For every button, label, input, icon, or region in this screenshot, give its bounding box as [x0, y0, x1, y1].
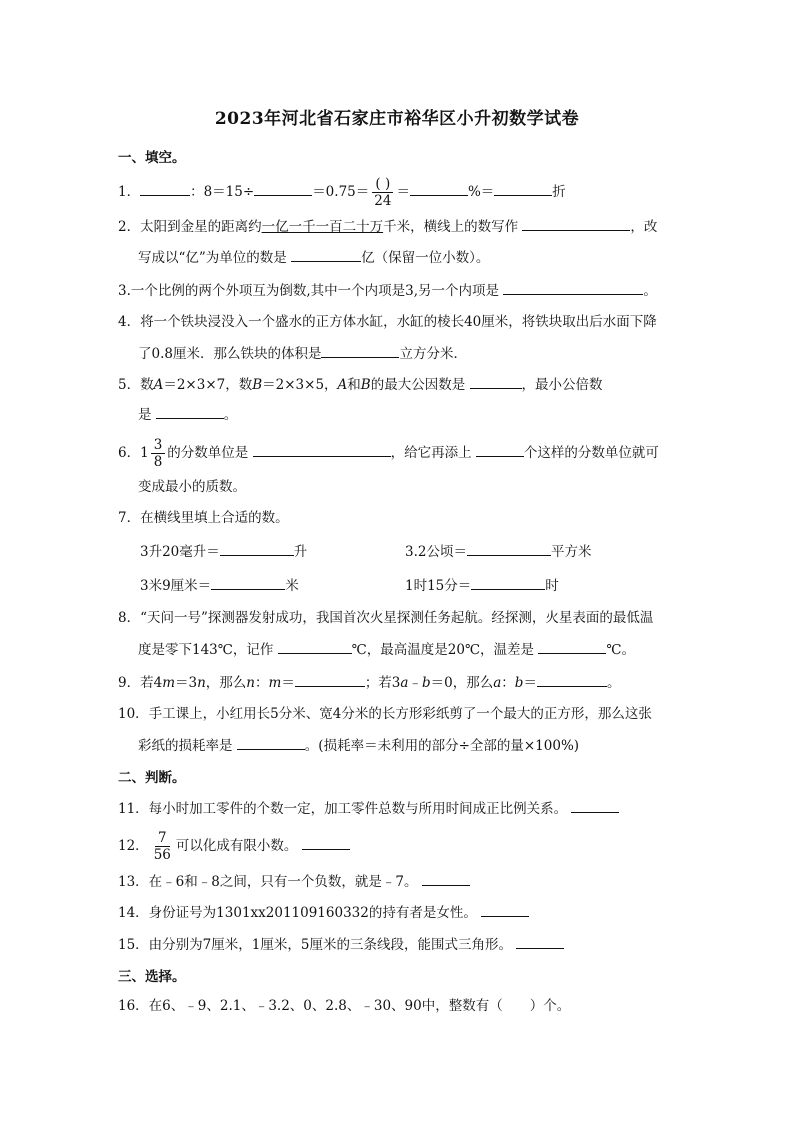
question-16: 16．在6、﹣9、2.1、﹣3.2、0、2.8、﹣30、90中，整数有（ ）个。 — [118, 998, 571, 1014]
question-3: 3.一个比例的两个外项互为倒数,其中一个内项是3,另一个内项是 。 — [118, 280, 678, 301]
answer-blank[interactable] — [295, 672, 365, 687]
answer-blank[interactable] — [140, 181, 190, 196]
question-1: 1． ：8＝15÷ ＝0.75＝ $\frac{( )}{24}$ ＝ %＝ 折 — [118, 176, 566, 209]
question-7-item-a2: 3.2公顷＝ 平方米 — [405, 541, 591, 562]
answer-blank[interactable] — [476, 442, 524, 457]
question-12: 12． $\frac{7}{56}$ 可以化成有限小数。 — [118, 830, 678, 863]
answer-blank[interactable] — [522, 216, 630, 231]
fraction: $\frac{3}{8}$ — [151, 437, 166, 470]
section-heading-judge: 二、判断。 — [118, 770, 186, 786]
answer-blank[interactable] — [422, 871, 470, 886]
answer-blank[interactable] — [503, 280, 643, 295]
fraction: $\frac{7}{56}$ — [153, 830, 171, 863]
answer-blank[interactable] — [538, 639, 606, 654]
question-6: 6．1 $\frac{3}{8}$ 的分数单位是 ，给它再添上 个这样的分数单位就可 — [118, 437, 659, 470]
question-2-line-2: 写成以“亿”为单位的数是 亿（保留一位小数）。 — [138, 247, 698, 268]
question-7-item-b1: 3米9厘米＝ 米 — [140, 575, 299, 596]
answer-blank[interactable] — [467, 541, 551, 556]
answer-blank[interactable] — [220, 541, 294, 556]
question-7-item-b2: 1时15分＝ 时 — [405, 575, 559, 596]
page-title: 2023年河北省石家庄市裕华区小升初数学试卷 — [214, 109, 580, 129]
question-2: 2．太阳到金星的距离约一亿一千一百二十万千米，横线上的数写作 ，改 — [118, 216, 678, 237]
question-9: 9．若4m＝3n，那么n：m＝ ；若3a﹣b＝0，那么a：b＝ 。 — [118, 672, 678, 693]
section-heading-choice: 三、选择。 — [118, 969, 186, 985]
question-15: 15．由分别为7厘米，1厘米，5厘米的三条线段，能围式三角形。 — [118, 934, 678, 955]
question-13: 13．在﹣6和﹣8之间，只有一个负数，就是﹣7。 — [118, 871, 678, 892]
answer-blank[interactable] — [410, 181, 468, 196]
question-4: 4．将一个铁块浸没入一个盛水的正方体水缸，水缸的棱长40厘米，将铁块取出后水面下降 — [118, 314, 657, 330]
answer-blank[interactable] — [156, 404, 224, 419]
question-11: 11．每小时加工零件的个数一定，加工零件总数与所用时间成正比例关系。 — [118, 798, 678, 819]
answer-blank[interactable] — [278, 639, 352, 654]
fraction: $\frac{( )}{24}$ — [374, 176, 392, 209]
question-5: 5．数A＝2×3×7，数B＝2×3×5，A和B的最大公因数是 ，最小公倍数 — [118, 374, 678, 395]
answer-blank[interactable] — [254, 181, 312, 196]
question-8: 8．“天问一号”探测器发射成功，我国首次火星探测任务起航。经探测，火星表面的最低温 — [118, 610, 654, 626]
answer-blank[interactable] — [516, 934, 564, 949]
question-7-item-a1: 3升20毫升＝ 升 — [140, 541, 307, 562]
section-heading-fill: 一、填空。 — [118, 150, 186, 166]
answer-blank[interactable] — [494, 181, 552, 196]
question-4-line-2: 了0.8厘米．那么铁块的体积是 立方分米． — [138, 343, 698, 364]
question-10: 10．手工课上，小红用长5分米、宽4分米的长方形彩纸剪了一个最大的正方形，那么这张 — [118, 706, 652, 722]
answer-blank[interactable] — [481, 902, 529, 917]
answer-blank[interactable] — [291, 247, 361, 262]
answer-blank[interactable] — [470, 374, 522, 389]
answer-blank[interactable] — [237, 735, 305, 750]
answer-blank[interactable] — [537, 672, 607, 687]
question-7: 7．在横线里填上合适的数。 — [118, 510, 289, 526]
answer-blank[interactable] — [211, 575, 285, 590]
question-5-line-2: 是 。 — [138, 404, 698, 425]
question-6-line-2: 变成最小的质数。 — [138, 479, 246, 495]
answer-blank[interactable] — [571, 798, 619, 813]
answer-blank[interactable] — [253, 442, 391, 457]
answer-blank[interactable] — [321, 343, 399, 358]
question-8-line-2: 度是零下143℃，记作 ℃，最高温度是20℃，温差是 ℃。 — [138, 639, 698, 660]
question-10-line-2: 彩纸的损耗率是 。(损耗率＝未利用的部分÷全部的量×100%) — [138, 735, 698, 756]
question-14: 14．身份证号为1301xx201109160332的持有者是女性。 — [118, 902, 678, 923]
answer-blank[interactable] — [471, 575, 545, 590]
answer-blank[interactable] — [302, 835, 350, 850]
